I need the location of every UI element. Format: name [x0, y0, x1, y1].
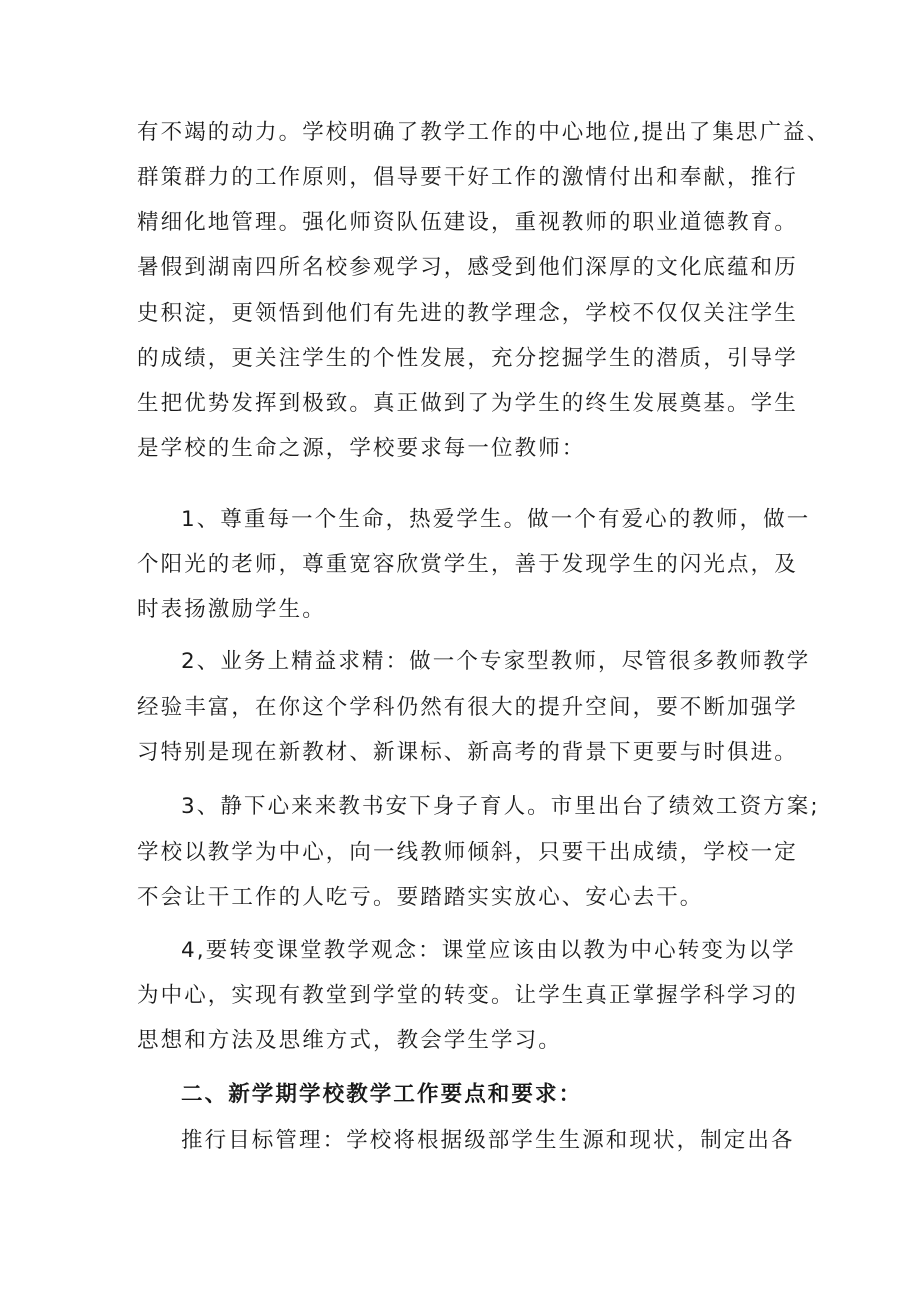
- text-line: 有不竭的动力。学校明确了教学工作的中心地位,提出了集思广益、: [137, 120, 831, 145]
- text-line: 群策群力的工作原则，倡导要干好工作的激情付出和奉献，推行: [137, 165, 798, 190]
- list-item-1: 1、尊重每一个生命，热爱学生。做一个有爱心的教师，做一: [181, 507, 811, 532]
- text-line: 习特别是现在新教材、新课标、新高考的背景下更要与时俱进。: [137, 740, 798, 765]
- text-line: 是学校的生命之源，学校要求每一位教师：: [137, 436, 586, 461]
- text-line: 经验丰富，在你这个学科仍然有很大的提升空间，要不断加强学: [137, 695, 798, 720]
- text-line: 的成绩，更关注学生的个性发展，充分挖掘学生的潜质，引导学: [137, 346, 798, 371]
- text-line: 史积淀，更领悟到他们有先进的教学理念，学校不仅仅关注学生: [137, 301, 798, 326]
- section-heading: 二、新学期学校教学工作要点和要求：: [181, 1082, 583, 1107]
- text-line: 生把优势发挥到极致。真正做到了为学生的终生发展奠基。学生: [137, 391, 798, 416]
- text-line: 思想和方法及思维方式，教会学生学习。: [137, 1028, 562, 1053]
- text-line: 暑假到湖南四所名校参观学习，感受到他们深厚的文化底蕴和历: [137, 255, 798, 280]
- text-line: 个阳光的老师，尊重宽容欣赏学生，善于发现学生的闪光点，及: [137, 552, 798, 577]
- text-line: 不会让干工作的人吃亏。要踏踏实实放心、安心去干。: [137, 885, 704, 910]
- list-item-2: 2、业务上精益求精：做一个专家型教师，尽管很多教师教学: [181, 649, 811, 674]
- text-line: 精细化地管理。强化师资队伍建设，重视教师的职业道德教育。: [137, 210, 798, 235]
- list-item-4: 4,要转变课堂教学观念：课堂应该由以教为中心转变为以学: [181, 938, 796, 963]
- text-line: 学校以教学为中心，向一线教师倾斜，只要干出成绩，学校一定: [137, 840, 798, 865]
- list-item-3: 3、静下心来来教书安下身子育人。市里出台了绩效工资方案;: [181, 794, 820, 819]
- text-line: 时表扬激励学生。: [137, 597, 326, 622]
- text-line: 为中心，实现有教堂到学堂的转变。让学生真正掌握学科学习的: [137, 983, 798, 1008]
- paragraph-start: 推行目标管理：学校将根据级部学生生源和现状，制定出各: [181, 1128, 795, 1153]
